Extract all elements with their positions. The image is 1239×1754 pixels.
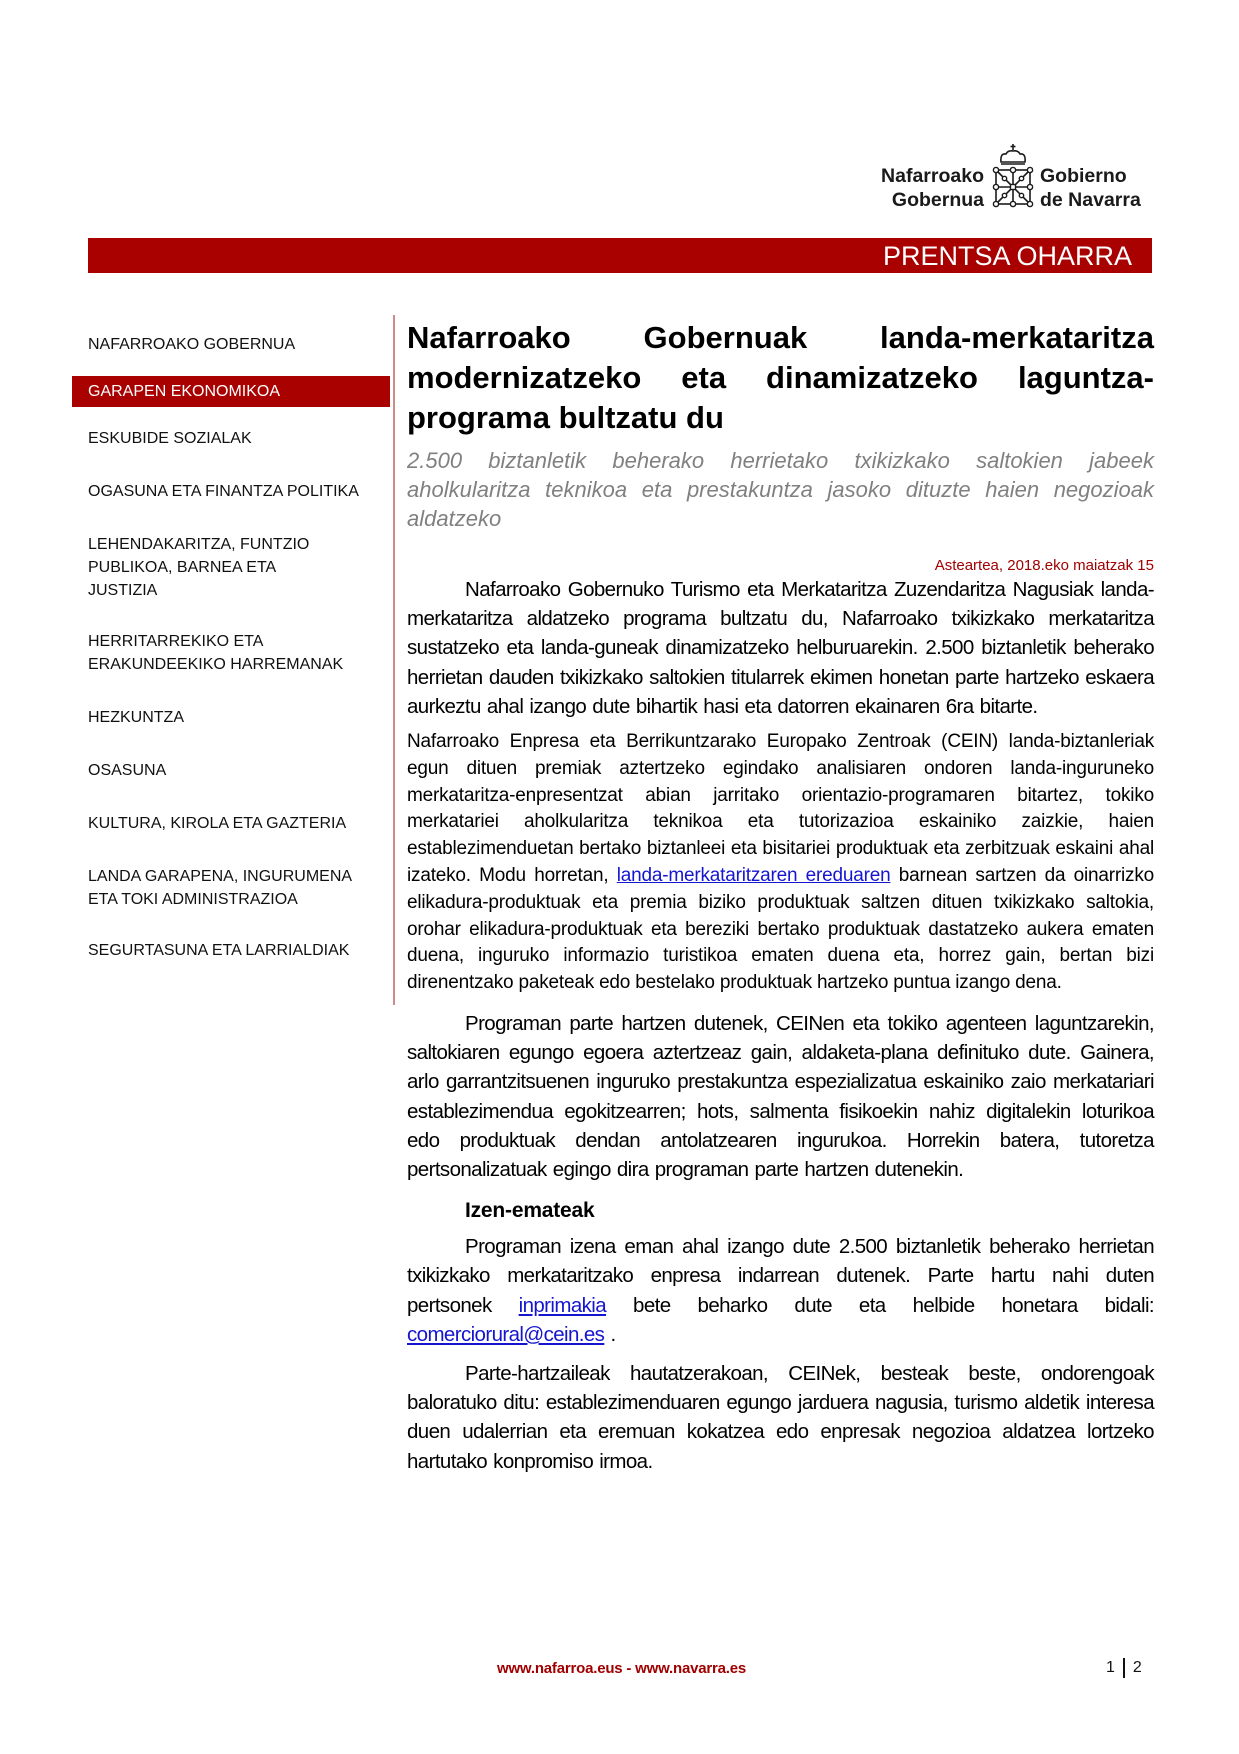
paragraph-text: Programan izena eman ahal izango dute 2.500 biztanletik beherako herrietan txikizkako merkataritzako enpresa indarrean dutenek. Parte hartu nahi duten pertsonek xyxy=(407,1235,1154,1317)
banner-title: PRENTSA OHARRA xyxy=(882,241,1132,271)
form-link[interactable]: inprimakia xyxy=(518,1293,607,1317)
government-logo xyxy=(864,142,1154,210)
current-page: 1 xyxy=(1106,1659,1115,1677)
section-heading-registration: Izen-emateak xyxy=(465,1199,595,1223)
paragraph-selection: Parte-hartzaileak hautatzerakoan, CEINek, besteak beste, ondorengoak baloratuko ditu: establezimenduaren egungo jarduera nagusia, turismo aldetik interesa duen udalerrian eta eremuan kokatzea edo enpresak negozioa aldatzea lortzeko hartutako konpromiso irmoa. xyxy=(407,1362,1154,1473)
page-number xyxy=(1106,1658,1142,1678)
article-subtitle: 2.500 biztanletik beherako herrietako txikizkako saltokien jabeek aholkularitza teknikoa eta prestakuntza jasoko dituzte haien negozioak aldatzeko xyxy=(407,448,1154,531)
sidebar-item-nafarroako-gobernua[interactable]: NAFARROAKO GOBERNUA xyxy=(88,336,296,353)
sidebar-item-eskubide-sozialak[interactable]: ESKUBIDE SOZIALAK xyxy=(88,430,252,447)
sidebar-item-landa-garapena[interactable]: LANDA GARAPENA, INGURUMENA ETA TOKI ADMINISTRAZIOA xyxy=(88,868,352,908)
paragraph-text: bete beharko dute eta helbide honetara bidali: xyxy=(606,1293,1154,1317)
sidebar-item-hezkuntza[interactable]: HEZKUNTZA xyxy=(88,709,184,726)
paragraph-text: barnean sartzen da oinarrizko elikadura-produktuak eta premia biziko produktuak saltzen dituen txikizkako saltokia, orohar elikadura-produktuak eta bereziki bertako produktuak dastatzeko aukera ematen duena, inguruko informazio turistikoa ematen duena eta, horrez gain, bertan bizi direnentzako paketeak edo bestelako produktuak hartzeko puntua izango dena. xyxy=(407,865,1155,994)
article xyxy=(407,318,1154,1476)
footer-website-links[interactable]: www.nafarroa.eus - www.navarra.es xyxy=(497,1660,747,1677)
sidebar-item-ogasuna[interactable]: OGASUNA ETA FINANTZA POLITIKA xyxy=(88,483,359,500)
sidebar-item-osasuna[interactable]: OSASUNA xyxy=(88,762,167,779)
sidebar-item-kultura[interactable]: KULTURA, KIROLA ETA GAZTERIA xyxy=(88,815,347,832)
page-separator xyxy=(1123,1658,1125,1678)
logo-line: Gobernua xyxy=(891,189,984,211)
paragraph-text: Nafarroako Enpresa eta Berrikuntzarako Europako Zentroak (CEIN) landa-biztanleriak egun dituen premiak aztertzeko egindako analisiaren ondoren landa-inguruneko merkataritza-enpresentzat abian jarritako orientazio-programaren bitartez, tokiko merkatariei aholkularitza teknikoa eta tutorizazioa eskainiko zaizkie, haien establezimenduetan bertako biztanleei eta bisitariei produktuak eta zerbitzuak eskaini ahal izateko. Modu horretan, xyxy=(407,731,1154,886)
paragraph-text: . xyxy=(604,1322,616,1346)
column-divider xyxy=(393,315,395,1005)
sidebar-item-segurtasuna[interactable]: SEGURTASUNA ETA LARRIALDIAK xyxy=(88,942,350,959)
sidebar-item-garapen-ekonomikoa[interactable]: GARAPEN EKONOMIKOA xyxy=(72,376,390,407)
article-title: Nafarroako Gobernuak landa-merkataritza modernizatzeko eta dinamizatzeko laguntza-programa bultzatu du xyxy=(407,320,1154,435)
email-link[interactable]: comerciorural@cein.es xyxy=(407,1322,605,1346)
sidebar-item-lehendakaritza[interactable]: LEHENDAKARITZA, FUNTZIO PUBLIKOA, BARNEA ETA JUSTIZIA xyxy=(88,536,310,599)
logo-line: Gobierno xyxy=(1040,165,1127,187)
press-release-banner xyxy=(88,238,1152,273)
paragraph-cein xyxy=(407,729,1154,997)
logo-text-spanish xyxy=(1040,164,1160,212)
logo-line: de Navarra xyxy=(1040,189,1141,211)
publication-date: Asteartea, 2018.eko maiatzak 15 xyxy=(934,557,1154,574)
paragraph-intro: Nafarroako Gobernuko Turismo eta Merkataritza Zuzendaritza Nagusiak landa-merkataritza aldatzeko programa bultzatu du, Nafarroako txikizkako merkataritza sustatzeko eta landa-guneak dinamizatzeko helburuarekin. 2.500 biztanletik beherako herrietan dauden txikizkako saltokien titularrek ekimen honetan parte hartzeko eskaera aurkeztu ahal izango dute bihartik hasi eta datorren ekainaren 6ra bitarte. xyxy=(407,578,1154,718)
logo-text-basque xyxy=(864,164,984,212)
landa-merkataritza-model-link[interactable]: landa-merkataritzaren ereduaren xyxy=(616,865,891,886)
total-pages: 2 xyxy=(1132,1659,1142,1677)
sidebar-item-herritarrekiko[interactable]: HERRITARREKIKO ETA ERAKUNDEEKIKO HARREMANAK xyxy=(88,633,344,673)
logo-line: Nafarroako xyxy=(881,165,984,187)
navarra-coat-of-arms-icon xyxy=(991,142,1035,212)
paragraph-registration xyxy=(407,1232,1154,1349)
department-sidebar xyxy=(72,320,390,962)
paragraph-program: Programan parte hartzen dutenek, CEINen eta tokiko agenteen laguntzarekin, saltokiaren egungo egoera aztertzeaz gain, aldaketa-plana definituko dute. Gainera, arlo garrantzitsuenen inguruko prestakuntza espezializatua eskainiko zaio merkatariari establezimendua egokitzearren; hots, salmenta fisikoekin nahiz digitalekin loturikoa edo produktuak dendan antolatzearen ingurukoa. Horrekin batera, tutoretza pertsonalizatuak egingo dira programan parte hartzen dutenekin. xyxy=(407,1011,1154,1181)
